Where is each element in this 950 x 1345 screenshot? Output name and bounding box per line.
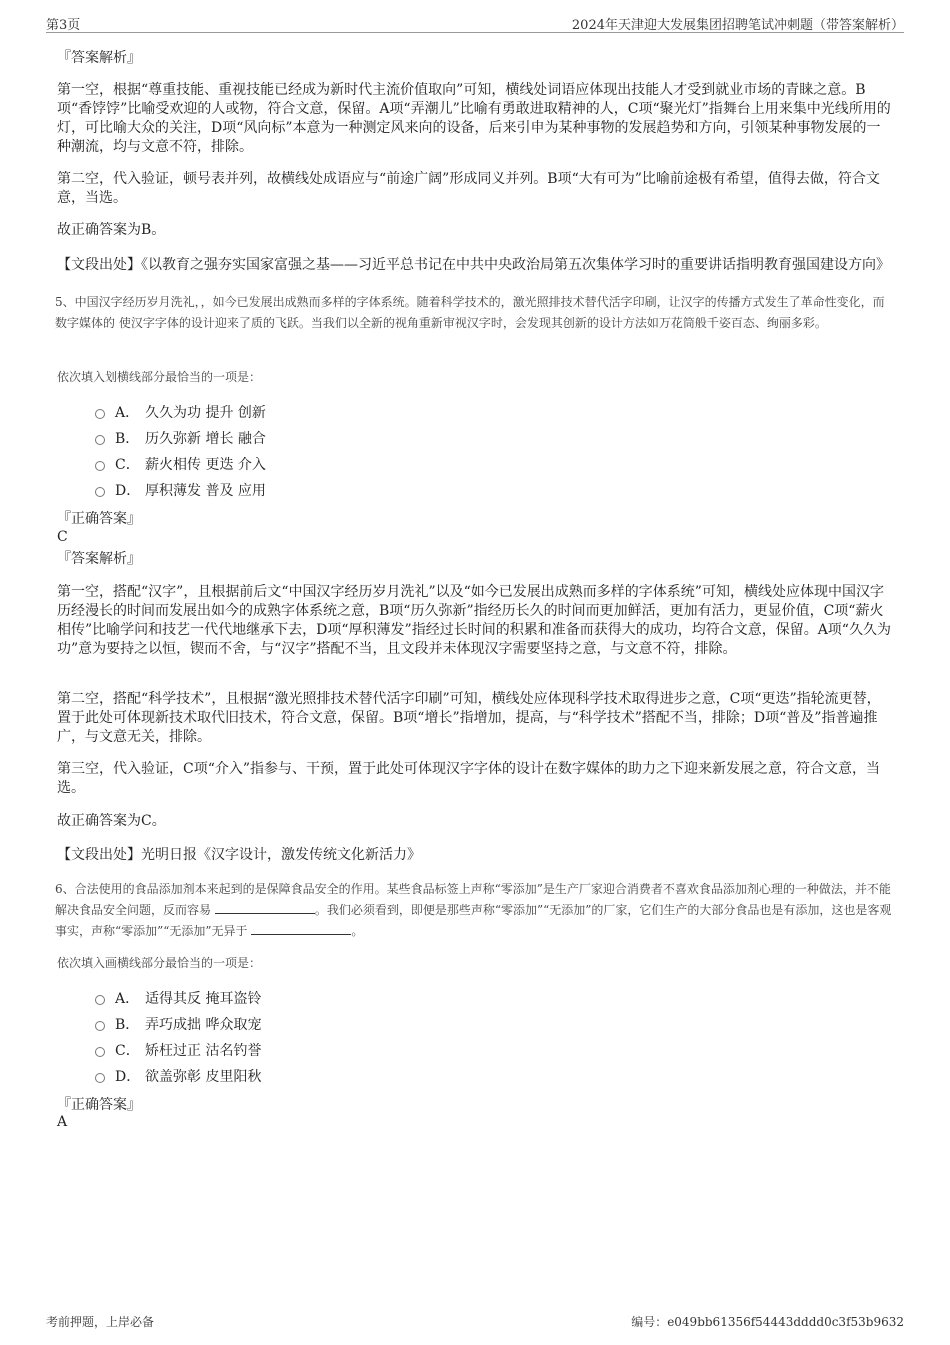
q4-analysis-p2: 第二空，代入验证，顿号表并列，故横线处成语应与“前途广阔”形成同义并列。B项“大有可为”比喻前途极有希望，值得去做，符合文意，当选。 xyxy=(57,171,880,206)
radio-icon[interactable] xyxy=(95,435,105,445)
q5-prompt: 依次填入划横线部分最恰当的一项是： xyxy=(57,370,262,384)
document-title: 2024年天津迎大发展集团招聘笔试冲刺题（带答案解析） xyxy=(571,18,904,33)
fill-blank-2 xyxy=(251,922,351,935)
q4-source: 【文段出处】《以教育之强夯实国家富强之基——习近平总书记在中共中央政治局第五次集体学习时的重要讲话指明教育强国建设方向》 xyxy=(57,257,890,273)
radio-icon[interactable] xyxy=(95,461,105,471)
radio-icon[interactable] xyxy=(95,1021,105,1031)
fill-blank-1 xyxy=(215,901,315,914)
q4-analysis-label: 『答案解析』 xyxy=(57,50,141,66)
q5-conclusion: 故正确答案为C。 xyxy=(57,813,166,829)
q6-stem: 6、合法使用的食品添加剂本来起到的是保障食品安全的作用。某些食品标签上声称“零添加”是生产厂家迎合消费者不喜欢食品添加剂心理的一种做法，并不能解决食品安全问题，反而容易 。我们必须看到，即便是那些声称“零添加”“无添加”的厂家，它们生产的大部分食品也是有添加，这也是客观事实，声称“零添加”“无添加”无异于 。 xyxy=(55,882,892,938)
q6-prompt: 依次填入画横线部分最恰当的一项是： xyxy=(57,956,262,970)
q5-source: 【文段出处】光明日报《汉字设计，激发传统文化新活力》 xyxy=(57,847,421,863)
document-id: 编号：e049bb61356f54443dddd0c3f53b9632 xyxy=(631,1315,904,1329)
radio-icon[interactable] xyxy=(95,1073,105,1083)
radio-icon[interactable] xyxy=(95,1047,105,1057)
q5-analysis-label: 『答案解析』 xyxy=(57,551,141,567)
page-header xyxy=(46,12,904,33)
page-number: 第3页 xyxy=(46,18,81,33)
radio-icon[interactable] xyxy=(95,409,105,419)
q6-correct-label: 『正确答案』 xyxy=(57,1097,141,1113)
q5-correct-answer: C xyxy=(57,529,68,545)
radio-icon[interactable] xyxy=(95,995,105,1005)
page-footer xyxy=(46,1311,904,1331)
q5-analysis-p2: 第二空，搭配“科学技术”，且根据“激光照排技术替代活字印刷”可知，横线处应体现科学技术取得进步之意，C项“更迭”指轮流更替，置于此处可体现新技术取代旧技术，符合文意，保留。B项“增长”指增加，提高，与“科学技术”搭配不当，排除；D项“普及”指普遍推广，与文意无关，排除。 xyxy=(57,691,881,745)
q6-correct-answer: A xyxy=(57,1114,68,1130)
q4-conclusion: 故正确答案为B。 xyxy=(57,222,166,238)
q5-analysis-p1: 第一空，搭配“汉字”，且根据前后文“中国汉字经历岁月洗礼”以及“如今已发展出成熟而多样的字体系统”可知，横线处应体现中国汉字历经漫长的时间而发展出如今的成熟字体系统之意，B项“历久弥新”指经历长久的时间而更加鲜活，更加有活力，更显价值，C项“薪火相传”比喻学问和技艺一代代地继承下去，D项“厚积薄发”指经过长时间的积累和准备而获得大的成功，均符合文意，保留。A项“久久为功”意为要持之以恒，锲而不舍，与“汉字”搭配不当，且文段并未体现汉字需要坚持之意，与文意不符，排除。 xyxy=(57,584,891,657)
radio-icon[interactable] xyxy=(95,487,105,497)
q5-analysis-p3: 第三空，代入验证，C项“介入”指参与、干预，置于此处可体现汉字字体的设计在数字媒体的助力之下迎来新发展之意，符合文意，当选。 xyxy=(57,761,881,796)
q5-correct-label: 『正确答案』 xyxy=(57,511,141,527)
footer-slogan: 考前押题，上岸必备 xyxy=(46,1315,155,1329)
q4-analysis-p1: 第一空，根据“尊重技能、重视技能已经成为新时代主流价值取向”可知，横线处词语应体现出技能人才受到就业市场的青睐之意。B项“香饽饽”比喻受欢迎的人或物，符合文意，保留。A项“弄潮儿”比喻有勇敢进取精神的人，C项“聚光灯”指舞台上用来集中光线所用的灯，可比喻大众的关注，D项“风向标”本意为一种测定风来向的设备，后来引申为某种事物的发展趋势和方向，引领某种事物发展的一种潮流，均与文意不符，排除。 xyxy=(57,82,891,155)
q5-stem: 5、中国汉字经历岁月洗礼，，如今已发展出成熟而多样的字体系统。随着科学技术的，激光照排技术替代活字印刷，让汉字的传播方式发生了革命性变化，而数字媒体的 使汉字字体的设计迎来了质的飞跃。当我们以全新的视角重新审视汉字时，会发现其创新的设计方法如万花筒般千姿百态、绚丽多彩。 xyxy=(55,295,885,330)
